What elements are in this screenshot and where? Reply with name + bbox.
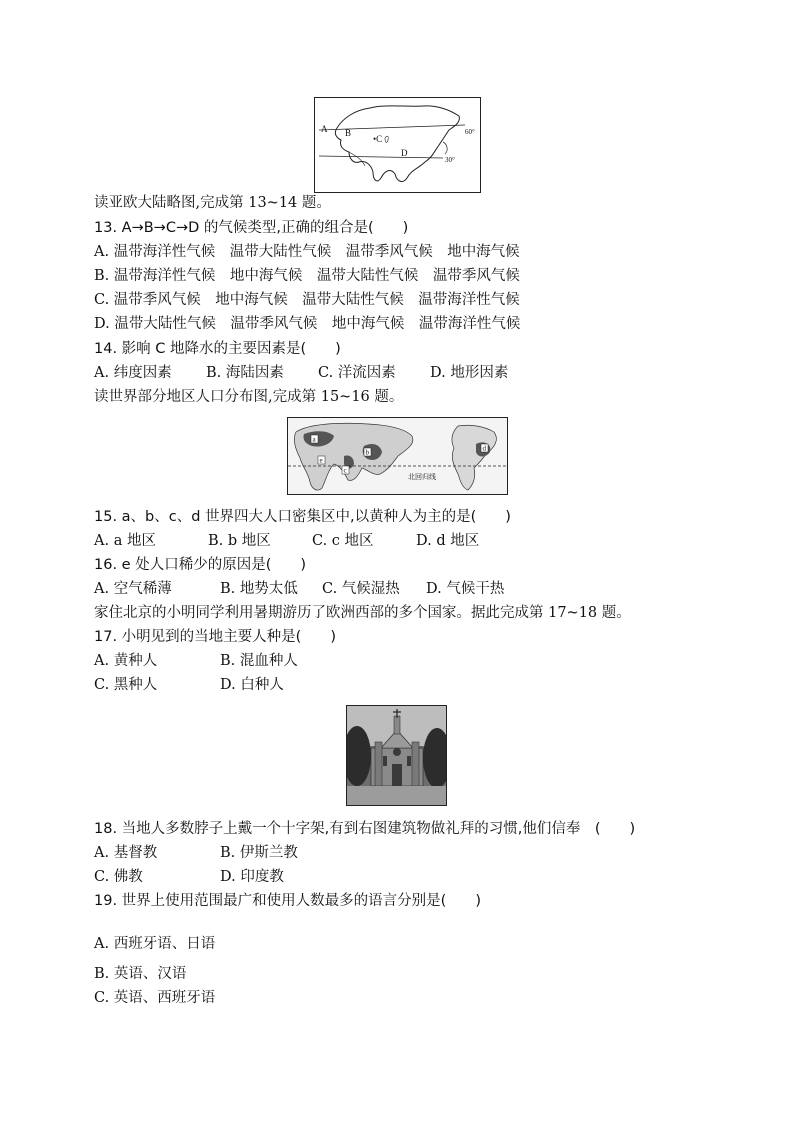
question-13-option-d[interactable]: D. 温带大陆性气候 温带季风气候 地中海气候 温带海洋性气候 (94, 316, 521, 332)
intro-17-18: 家住北京的小明同学利用暑期游历了欧洲西部的多个国家。据此完成第 17~18 题。 (94, 605, 631, 621)
tropic-label: 北回归线 (408, 473, 436, 481)
question-19-option-b[interactable]: B. 英语、汉语 (94, 966, 187, 982)
area-e-label: e (319, 456, 323, 465)
question-17-option-d[interactable]: D. 白种人 (220, 677, 284, 693)
latitude-60-line (319, 125, 465, 130)
question-17-options-row1 (94, 651, 394, 671)
latitude-30-line (319, 156, 443, 158)
question-14-option-d[interactable]: D. 地形因素 (430, 365, 509, 381)
question-15-option-b[interactable]: B. b 地区 (208, 533, 271, 549)
question-13-option-b[interactable]: B. 温带海洋性气候 地中海气候 温带大陆性气候 温带季风气候 (94, 268, 520, 284)
eurasia-outline (335, 106, 459, 182)
question-15-stem: 15. a、b、c、d 世界四大人口密集区中,以黄种人为主的是( ) (94, 509, 511, 525)
question-18-options-row2 (94, 867, 394, 887)
question-17-option-a[interactable]: A. 黄种人 (94, 653, 158, 669)
point-c-label: •C (373, 134, 383, 144)
question-13-option-a[interactable]: A. 温带海洋性气候 温带大陆性气候 温带季风气候 地中海气候 (94, 244, 520, 260)
intro-13-14: 读亚欧大陆略图,完成第 13~14 题。 (94, 195, 331, 211)
question-19-stem: 19. 世界上使用范围最广和使用人数最多的语言分别是( ) (94, 893, 481, 909)
question-14-stem: 14. 影响 C 地降水的主要因素是( ) (94, 341, 341, 357)
church-photo-figure (346, 705, 447, 806)
eurasia-map (315, 98, 480, 192)
question-16-stem: 16. e 处人口稀少的原因是( ) (94, 557, 307, 573)
latitude-60-label: 60° (465, 128, 475, 136)
question-16-option-a[interactable]: A. 空气稀薄 (94, 581, 172, 597)
question-15-options (94, 531, 734, 551)
population-map-figure (287, 417, 508, 495)
question-18-option-d[interactable]: D. 印度教 (220, 869, 284, 885)
question-16-option-d[interactable]: D. 气候干热 (426, 581, 505, 597)
question-16-option-b[interactable]: B. 地势太低 (220, 581, 298, 597)
question-15-option-c[interactable]: C. c 地区 (312, 533, 374, 549)
question-14-options (94, 363, 734, 383)
question-17-option-b[interactable]: B. 混血种人 (220, 653, 298, 669)
church-photo (347, 706, 446, 805)
question-18-stem: 18. 当地人多数脖子上戴一个十字架,有到右图建筑物做礼拜的习惯,他们信奉 ( ) (94, 821, 636, 837)
question-14-option-a[interactable]: A. 纬度因素 (94, 365, 172, 381)
question-19-option-a[interactable]: A. 西班牙语、日语 (94, 936, 216, 952)
question-17-option-c[interactable]: C. 黑种人 (94, 677, 158, 693)
question-14-option-c[interactable]: C. 洋流因素 (318, 365, 396, 381)
population-map (288, 418, 507, 494)
question-17-stem: 17. 小明见到的当地主要人种是( ) (94, 629, 336, 645)
area-d-label: d (482, 444, 486, 453)
question-15-option-d[interactable]: D. d 地区 (416, 533, 480, 549)
question-18-option-b[interactable]: B. 伊斯兰教 (220, 845, 298, 861)
question-18-options-row1 (94, 843, 394, 863)
question-18-option-a[interactable]: A. 基督教 (94, 845, 158, 861)
question-17-options-row2 (94, 675, 394, 695)
area-a-label: a (312, 435, 316, 444)
intro-15-16: 读世界部分地区人口分布图,完成第 15~16 题。 (94, 389, 404, 405)
question-16-options (94, 579, 734, 599)
question-16-option-c[interactable]: C. 气候湿热 (322, 581, 400, 597)
question-14-option-b[interactable]: B. 海陆因素 (206, 365, 284, 381)
point-b-label: B (345, 128, 352, 138)
latitude-30-label: 30° (445, 156, 455, 164)
area-c-label: c (343, 466, 347, 475)
question-13-stem: 13. A→B→C→D 的气候类型,正确的组合是( ) (94, 220, 409, 236)
question-19-option-c[interactable]: C. 英语、西班牙语 (94, 990, 216, 1006)
question-13-option-c[interactable]: C. 温带季风气候 地中海气候 温带大陆性气候 温带海洋性气候 (94, 292, 520, 308)
question-18-option-c[interactable]: C. 佛教 (94, 869, 143, 885)
eurasia-map-figure (314, 97, 481, 193)
question-15-option-a[interactable]: A. a 地区 (94, 533, 156, 549)
point-a-label: A (321, 124, 328, 134)
point-d-label: D (401, 148, 408, 158)
area-b-label: b (365, 448, 369, 457)
